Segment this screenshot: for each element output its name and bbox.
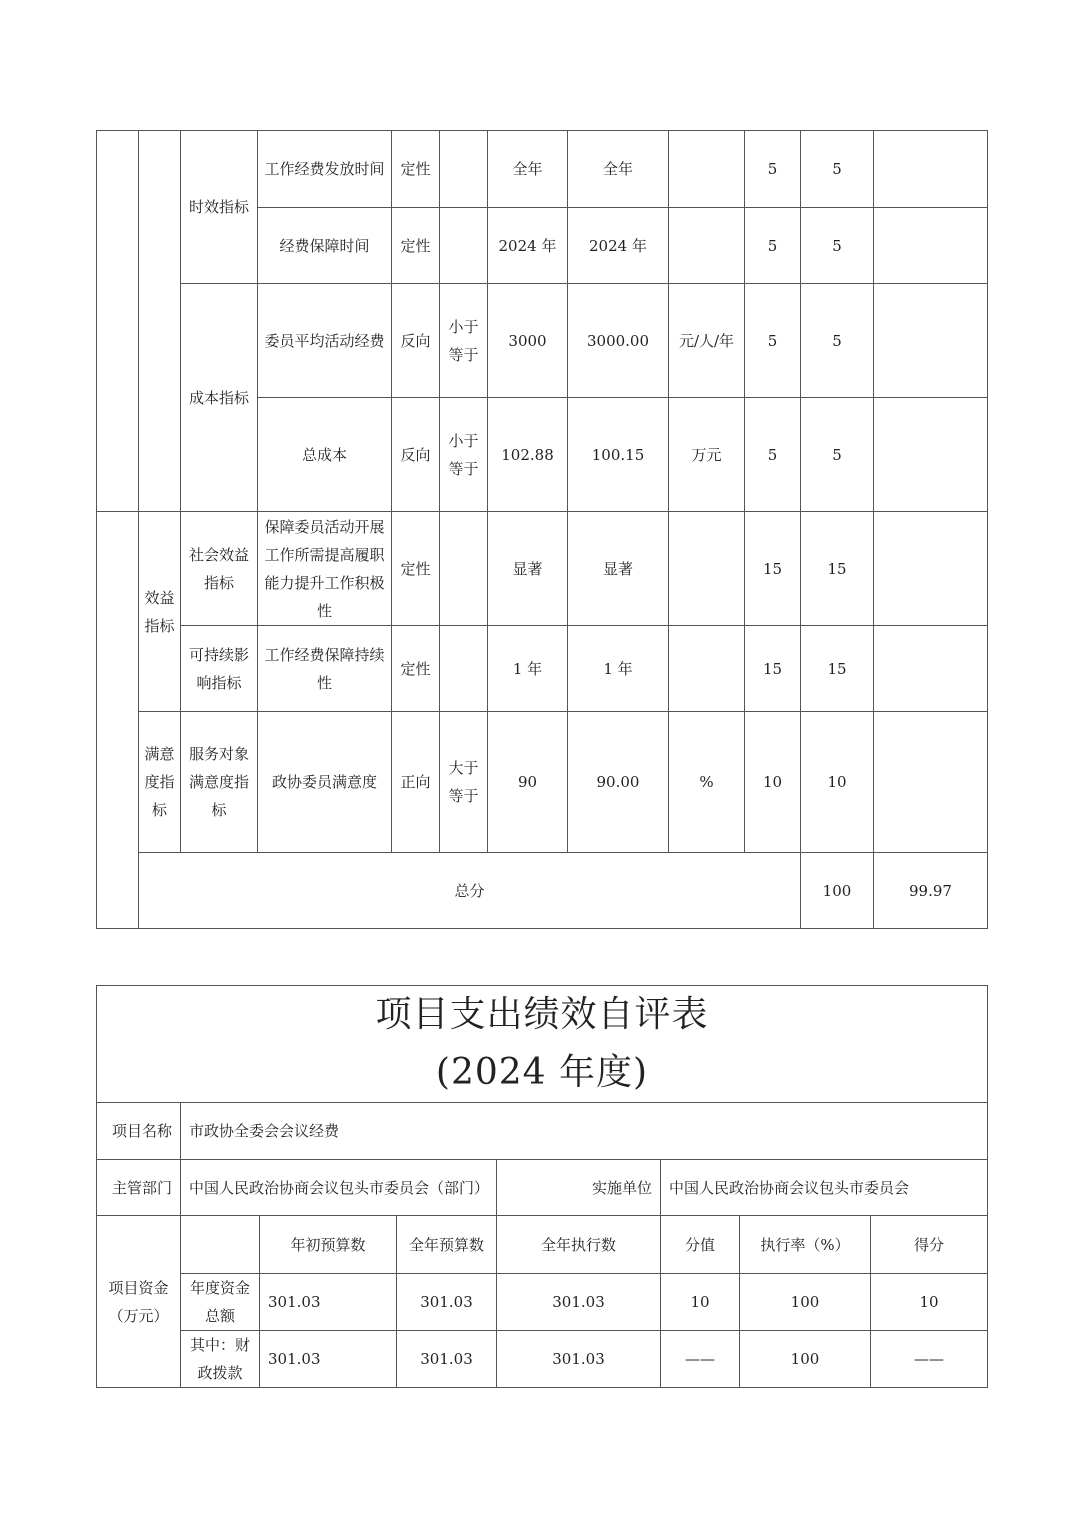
indicator-note: [874, 512, 988, 626]
cell-score: 10: [871, 1274, 988, 1331]
indicator-weight: 5: [745, 398, 801, 512]
row-label: 年度资金总额: [181, 1274, 260, 1331]
indicator-actual: 90.00: [568, 712, 669, 853]
impl-label: 实施单位: [497, 1160, 661, 1216]
table-row: [97, 1160, 988, 1216]
row-label: 其中：财政拨款: [181, 1331, 260, 1388]
indicator-note: [874, 284, 988, 398]
indicator-nature: 定性: [392, 131, 440, 208]
indicator-op: [440, 131, 488, 208]
level2-benefit: 效益指标: [139, 512, 181, 712]
cell-executed: 301.03: [497, 1331, 661, 1388]
indicator-target: 3000: [488, 284, 568, 398]
header-rate: 执行率（%）: [740, 1216, 871, 1274]
indicator-name: 经费保障时间: [258, 208, 392, 284]
level2-satisfaction: 满意度指标: [139, 712, 181, 853]
indicator-table: [96, 130, 988, 929]
cell-executed: 301.03: [497, 1274, 661, 1331]
table-row: [97, 1331, 988, 1388]
indicator-unit: 万元: [669, 398, 745, 512]
indicator-nature: 定性: [392, 512, 440, 626]
indicator-name: 工作经费保障持续性: [258, 626, 392, 712]
cell-rate: 100: [740, 1274, 871, 1331]
header-score: 得分: [871, 1216, 988, 1274]
level2-cell: [139, 131, 181, 512]
indicator-weight: 10: [745, 712, 801, 853]
cell-initial: 301.03: [260, 1331, 397, 1388]
indicator-note: [874, 131, 988, 208]
cell-annual: 301.03: [397, 1331, 497, 1388]
cell-score: ——: [871, 1331, 988, 1388]
indicator-target: 2024 年: [488, 208, 568, 284]
table-row: [97, 1274, 988, 1331]
indicator-unit: [669, 208, 745, 284]
table-row: [97, 712, 988, 853]
indicator-weight: 5: [745, 208, 801, 284]
indicator-note: [874, 208, 988, 284]
indicator-target: 102.88: [488, 398, 568, 512]
dept-value: 中国人民政治协商会议包头市委员会（部门）: [181, 1160, 497, 1216]
indicator-unit: 元/人/年: [669, 284, 745, 398]
indicator-nature: 定性: [392, 208, 440, 284]
header-initial: 年初预算数: [260, 1216, 397, 1274]
indicator-score: 5: [801, 131, 874, 208]
indicator-op: 小于等于: [440, 284, 488, 398]
indicator-actual: 全年: [568, 131, 669, 208]
indicator-op: 大于等于: [440, 712, 488, 853]
cell-weight: 10: [661, 1274, 740, 1331]
table-row: [97, 512, 988, 626]
indicator-actual: 2024 年: [568, 208, 669, 284]
total-score: 99.97: [874, 853, 988, 929]
indicator-score: 5: [801, 208, 874, 284]
indicator-weight: 15: [745, 512, 801, 626]
category-timeliness: 时效指标: [181, 131, 258, 284]
indicator-nature: 反向: [392, 398, 440, 512]
table-row: [97, 626, 988, 712]
form-title: 项目支出绩效自评表: [375, 994, 709, 1035]
impl-value: 中国人民政治协商会议包头市委员会: [661, 1160, 988, 1216]
indicator-op: [440, 512, 488, 626]
cell-annual: 301.03: [397, 1274, 497, 1331]
table-row: [97, 131, 988, 208]
indicator-score: 5: [801, 398, 874, 512]
header-blank: [181, 1216, 260, 1274]
indicator-target: 1 年: [488, 626, 568, 712]
funds-label: 项目资金（万元）: [97, 1216, 181, 1388]
indicator-target: 全年: [488, 131, 568, 208]
indicator-note: [874, 398, 988, 512]
indicator-score: 10: [801, 712, 874, 853]
indicator-unit: [669, 626, 745, 712]
dept-label: 主管部门: [97, 1160, 181, 1216]
project-name-value: 市政协全委会会议经费: [181, 1103, 988, 1160]
category-cost: 成本指标: [181, 284, 258, 512]
indicator-nature: 正向: [392, 712, 440, 853]
indicator-name: 政协委员满意度: [258, 712, 392, 853]
indicator-target: 90: [488, 712, 568, 853]
indicator-nature: 定性: [392, 626, 440, 712]
indicator-actual: 1 年: [568, 626, 669, 712]
total-label: 总分: [139, 853, 801, 929]
indicator-actual: 显著: [568, 512, 669, 626]
indicator-name: 总成本: [258, 398, 392, 512]
indicator-name: 保障委员活动开展工作所需提高履职能力提升工作积极性: [258, 512, 392, 626]
indicator-weight: 15: [745, 626, 801, 712]
indicator-actual: 3000.00: [568, 284, 669, 398]
total-row: [97, 853, 988, 929]
form-title-cell: [97, 986, 988, 1103]
header-weight: 分值: [661, 1216, 740, 1274]
header-annual: 全年预算数: [397, 1216, 497, 1274]
indicator-weight: 5: [745, 131, 801, 208]
indicator-note: [874, 626, 988, 712]
indicator-actual: 100.15: [568, 398, 669, 512]
indicator-weight: 5: [745, 284, 801, 398]
self-eval-table: [96, 985, 988, 1388]
table-row: [97, 284, 988, 398]
indicator-name: 工作经费发放时间: [258, 131, 392, 208]
total-weight: 100: [801, 853, 874, 929]
category-social: 社会效益指标: [181, 512, 258, 626]
indicator-score: 5: [801, 284, 874, 398]
cell-weight: ——: [661, 1331, 740, 1388]
form-subtitle: (2024 年度): [435, 1052, 649, 1093]
title-row: [97, 986, 988, 1103]
indicator-op: 小于等于: [440, 398, 488, 512]
level1-cell: [97, 131, 139, 512]
indicator-score: 15: [801, 626, 874, 712]
table-header-row: [97, 1216, 988, 1274]
indicator-unit: %: [669, 712, 745, 853]
project-name-label: 项目名称: [97, 1103, 181, 1160]
table-row: [97, 1103, 988, 1160]
indicator-note: [874, 712, 988, 853]
category-satisfaction: 服务对象满意度指标: [181, 712, 258, 853]
indicator-op: [440, 208, 488, 284]
cell-rate: 100: [740, 1331, 871, 1388]
category-sustain: 可持续影响指标: [181, 626, 258, 712]
indicator-target: 显著: [488, 512, 568, 626]
indicator-unit: [669, 131, 745, 208]
indicator-nature: 反向: [392, 284, 440, 398]
indicator-score: 15: [801, 512, 874, 626]
header-executed: 全年执行数: [497, 1216, 661, 1274]
cell-initial: 301.03: [260, 1274, 397, 1331]
indicator-op: [440, 626, 488, 712]
indicator-name: 委员平均活动经费: [258, 284, 392, 398]
indicator-unit: [669, 512, 745, 626]
level1-cell: [97, 512, 139, 929]
